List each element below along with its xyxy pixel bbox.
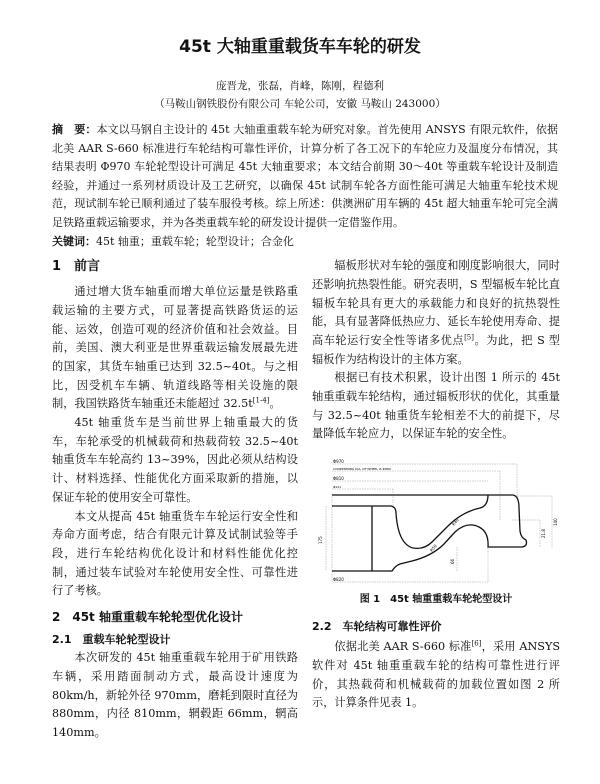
dim-r2: R50 — [428, 543, 438, 553]
wheel-profile-figure — [312, 458, 560, 588]
citation: [5] — [464, 333, 474, 342]
paper-title: 45t 大轴重重载货车车轮的研发 — [179, 37, 421, 57]
text: ，采用 ANSYS 软件对 45t 轴重重载车轮的结构可靠性进行评价，其热载荷和机械载荷的加载位置如图 2 所示，计算条件见表 1。 — [312, 640, 560, 710]
right-column — [312, 257, 560, 713]
text: 辐板形状对车轮的强度和刚度影响很大，同时还影响抗热裂性能。研究表明，S 型辐板车轮比直辐板车轮具有更大的承载能力和良好的抗热裂性能，具有显著降低热应力、延长车轮使用寿命、提高车轮运行安全性等诸多优点 — [312, 259, 560, 347]
abstract — [52, 121, 558, 233]
keywords-label: 关键词： — [52, 234, 96, 248]
dim-d121: Φ121 — [333, 485, 342, 490]
keywords-text: 45t 轴重；重载车轮；轮型设计；合金化 — [96, 234, 294, 248]
dim-140: 140 — [553, 518, 558, 527]
figure-caption: 图 1 45t 轴重重载车轮轮型设计 — [359, 594, 513, 606]
paragraph — [312, 638, 560, 713]
left-column — [52, 257, 298, 742]
citation: [6] — [471, 639, 482, 648]
section-2-1-heading: 2.1 重载车轮轮型设计 — [52, 633, 171, 647]
body-columns — [52, 257, 560, 742]
paragraph: 本文从提高 45t 轴重货车车轮运行安全性和寿命方面考虑，结合有限元计算及试制试验等手段，进行车轮结构优化设计和材料性能优化控制，通过装车试验对车轮使用安全性、可靠性进行了考核。 — [52, 509, 298, 598]
keywords — [52, 233, 558, 252]
text: 依据北美 AAR S-660 标准 — [334, 640, 472, 654]
paragraph: 根据已有技术积累，设计出图 1 所示的 45t 轴重重载车轮结构，通过辐板形状的优化，其重量与 32.5~40t 轴重货车轮相差不大的前提下，尽量降低车轮应力，以保证车轮的安全性。 — [312, 371, 560, 441]
dim-21-8: 21.8 — [541, 529, 546, 539]
text: 。 — [269, 397, 281, 411]
dim-r1: R40 — [450, 517, 460, 527]
abstract-text: 本文以马钢自主设计的 45t 大轴重重载车轮为研究对象。首先使用 ANSYS 有限元软件，依据北美 AAR S-660 标准进行车轮结构可靠性评价，计算分析了各工况下的车轮应力及温度分布情况，其结果表明 Φ970 车轮轮型设计可满足 45t 大轴重要求；本文结合前期 30～40t 等重载车轮设计及制造经验，并通过一系列材质设计及工艺研究，以确保 45t 试制车轮各方面性能可满足大轴重车轮技术规范，现试制车轮已顺利通过了装车服役考核。综上所述：供澳洲矿用车辆的 45t 超大轴重车轮可完全满足铁路重载运输要求，并为各类重载车轮的研发设计提供一定借鉴作用。 — [52, 123, 558, 229]
section-2-2-heading: 2.2 车轮结构可靠性评价 — [312, 620, 442, 634]
abstract-label: 摘 要： — [52, 123, 97, 136]
dim-d970: Φ970 — [333, 459, 344, 465]
paragraph — [312, 257, 560, 369]
text: 通过增大货车轴重而增大单位运量是铁路重载运输的主要方式，可显著提高铁路货运的运能、运效，创造可观的经济价值和社会效益。目前，美国、澳大利亚是世界重载运输发展最先进的国家，其货车轴重已达到 32.5~40t。与之相比，因受机车车辆、轨道线路等相关设施的限制，我国铁路货车轴重还未能超过 32.5t — [52, 285, 298, 411]
paragraph — [52, 283, 298, 414]
dim-d810: Φ810 — [333, 476, 344, 482]
section-1-heading: 1 前言 — [52, 259, 101, 275]
section-2-heading: 2 45t 轴重重载车轮轮型优化设计 — [52, 610, 243, 625]
paragraph: 45t 轴重货车是当前世界上轴重最大的货车，车轮承受的机械载荷和热载荷较 32.5~40t 轴重货车车轮高约 13~39%，因此必须从结构设计、材料选择、性能优化方面采取新的措施，以保证车轮的使用安全可靠性。 — [52, 416, 298, 504]
dim-66: 66 — [450, 559, 455, 565]
affiliation: （马鞍山钢铁股份有限公司 车轮公司，安徽 马鞍山 243000） — [154, 98, 446, 110]
text: 。为此，把 S 型辐板作为结构设计的主体方案。 — [312, 333, 560, 366]
authors: 庞晋龙，张磊，肖峰，陈刚，程德利 — [216, 80, 384, 92]
dim-d820: Φ820 — [333, 577, 344, 583]
citation: [1-4] — [252, 396, 270, 405]
dim-175: 175 — [318, 536, 323, 545]
dim-condemning: CONDEMNING DIA. OF WHEEL IS Φ880 — [333, 467, 391, 472]
paragraph: 本次研发的 45t 轴重重载车轮用于矿用铁路车辆，采用踏面制动方式，最高设计速度为 80km/h，新轮外径 970mm，磨耗到限时直径为 880mm，内径 810mm，辋毂距 66mm，辋高 140mm。 — [52, 651, 298, 739]
